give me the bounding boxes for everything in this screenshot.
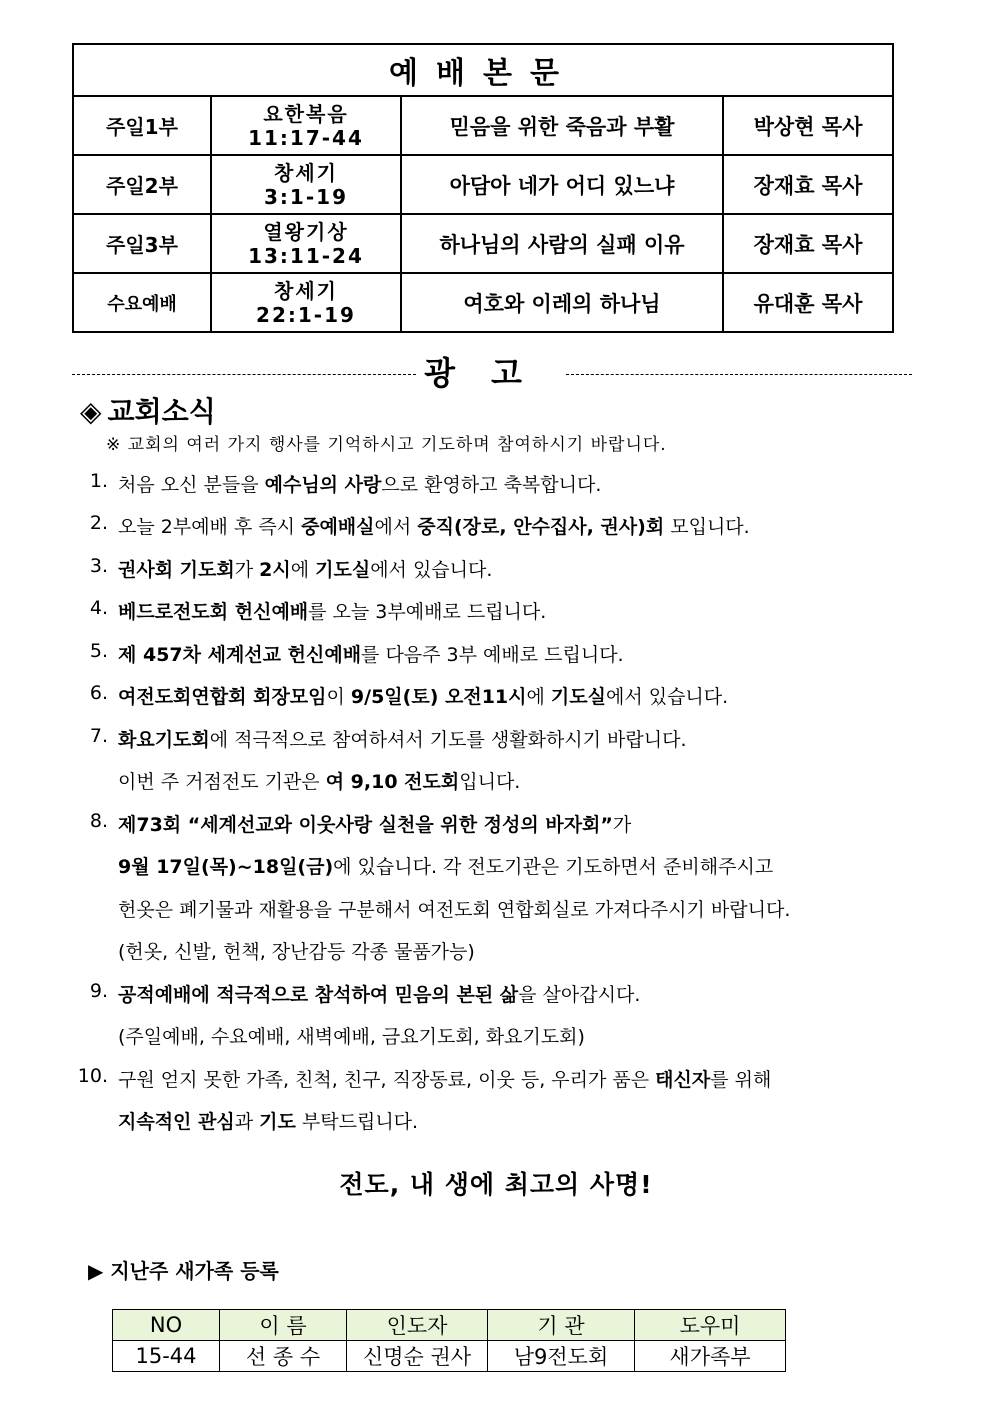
church-news-heading bbox=[80, 390, 216, 430]
notice-item-8-cont: 9월 17일(목)~18일(금)에 있습니다. 각 전도기관은 기도하면서 준비해주시고 bbox=[118, 856, 774, 878]
cell-helper: 새가족부 bbox=[635, 1341, 786, 1372]
item-number: 8. bbox=[89, 810, 108, 832]
preacher: 장재효 목사 bbox=[723, 214, 893, 273]
news-note: ※ 교회의 여러 가지 행사를 기억하시고 기도하며 참여하시기 바랍니다. bbox=[106, 435, 667, 455]
service-name: 주일1부 bbox=[73, 96, 211, 155]
notice-item-8-cont: (헌옷, 신발, 헌책, 장난감등 각종 물품가능) bbox=[118, 941, 475, 963]
cell-name: 선 종 수 bbox=[220, 1341, 347, 1372]
item-number: 6. bbox=[89, 682, 108, 704]
notice-item-6: 여전도회연합회 회장모임이 9/5일(토) 오전11시에 기도실에서 있습니다. bbox=[118, 686, 729, 708]
preacher: 장재효 목사 bbox=[723, 155, 893, 214]
col-org: 기 관 bbox=[488, 1310, 635, 1341]
divider-right bbox=[566, 374, 912, 375]
preacher: 박상현 목사 bbox=[723, 96, 893, 155]
item-number: 7. bbox=[89, 725, 108, 747]
registration-header-row bbox=[113, 1310, 786, 1341]
cell-org: 남9전도회 bbox=[488, 1341, 635, 1372]
table-row bbox=[113, 1341, 786, 1372]
notice-item-8: 제73회 “세계선교와 이웃사랑 실천을 위한 정성의 바자회”가 bbox=[118, 814, 632, 836]
item-number: 9. bbox=[89, 980, 108, 1002]
church-news-title: 교회소식 bbox=[107, 395, 216, 428]
sermon-title: 아담아 네가 어디 있느냐 bbox=[401, 155, 723, 214]
scripture-ref: 창세기 3:1-19 bbox=[211, 155, 401, 214]
notice-item-1: 처음 오신 분들을 예수님의 사랑으로 환영하고 축복합니다. bbox=[118, 474, 602, 496]
preacher: 유대훈 목사 bbox=[723, 273, 893, 332]
notice-item-10: 구원 얻지 못한 가족, 친척, 친구, 직장동료, 이웃 등, 우리가 품은 태신자를 위해 bbox=[118, 1069, 772, 1091]
item-number: 2. bbox=[89, 512, 108, 534]
motto: 전도, 내 생에 최고의 사명! bbox=[339, 1170, 653, 1199]
worship-row bbox=[73, 155, 893, 214]
item-number: 1. bbox=[89, 470, 108, 492]
col-no: NO bbox=[113, 1310, 220, 1341]
scripture-ref: 창세기 22:1-19 bbox=[211, 273, 401, 332]
notice-item-9: 공적예배에 적극적으로 참석하여 믿음의 본된 삶을 살아갑시다. bbox=[118, 984, 641, 1006]
notice-item-8-cont: 헌옷은 폐기물과 재활용을 구분해서 여전도회 연합회실로 가져다주시기 바랍니다. bbox=[118, 899, 791, 921]
col-helper: 도우미 bbox=[635, 1310, 786, 1341]
cell-no: 15-44 bbox=[113, 1341, 220, 1372]
notice-item-7-cont: 이번 주 거점전도 기관은 여 9,10 전도회입니다. bbox=[118, 771, 521, 793]
notice-item-4: 베드로전도회 헌신예배를 오늘 3부예배로 드립니다. bbox=[118, 601, 547, 623]
sermon-title: 여호와 이레의 하나님 bbox=[401, 273, 723, 332]
service-name: 주일3부 bbox=[73, 214, 211, 273]
notice-item-3: 권사회 기도회가 2시에 기도실에서 있습니다. bbox=[118, 559, 493, 581]
item-number: 5. bbox=[89, 640, 108, 662]
worship-row bbox=[73, 273, 893, 332]
col-name: 이 름 bbox=[220, 1310, 347, 1341]
notice-item-10-cont: 지속적인 관심과 기도 부탁드립니다. bbox=[118, 1111, 419, 1133]
cell-guide: 신명순 권사 bbox=[347, 1341, 488, 1372]
notice-item-5: 제 457차 세계선교 헌신예배를 다음주 3부 예배로 드립니다. bbox=[118, 644, 624, 666]
col-guide: 인도자 bbox=[347, 1310, 488, 1341]
item-number: 3. bbox=[89, 555, 108, 577]
worship-row bbox=[73, 214, 893, 273]
registration-heading: ▶ 지난주 새가족 등록 bbox=[88, 1259, 279, 1283]
notice-item-7: 화요기도회에 적극적으로 참여하셔서 기도를 생활화하시기 바랍니다. bbox=[118, 729, 687, 751]
worship-title: 예배본문 bbox=[73, 44, 893, 96]
diamond-icon: ◈ bbox=[80, 395, 102, 428]
notice-item-2: 오늘 2부예배 후 즉시 중예배실에서 중직(장로, 안수집사, 권사)회 모입니다. bbox=[118, 516, 750, 538]
item-number: 10. bbox=[77, 1065, 108, 1087]
ads-heading: 광고 bbox=[424, 354, 558, 392]
item-number: 4. bbox=[89, 597, 108, 619]
sermon-title: 믿음을 위한 죽음과 부활 bbox=[401, 96, 723, 155]
divider-left bbox=[72, 374, 416, 375]
scripture-ref: 열왕기상 13:11-24 bbox=[211, 214, 401, 273]
worship-row bbox=[73, 96, 893, 155]
notice-item-9-cont: (주일예배, 수요예배, 새벽예배, 금요기도회, 화요기도회) bbox=[118, 1026, 585, 1048]
registration-table bbox=[112, 1309, 786, 1372]
scripture-ref: 요한복음 11:17-44 bbox=[211, 96, 401, 155]
service-name: 수요예배 bbox=[73, 273, 211, 332]
service-name: 주일2부 bbox=[73, 155, 211, 214]
sermon-title: 하나님의 사람의 실패 이유 bbox=[401, 214, 723, 273]
worship-table bbox=[72, 43, 894, 333]
